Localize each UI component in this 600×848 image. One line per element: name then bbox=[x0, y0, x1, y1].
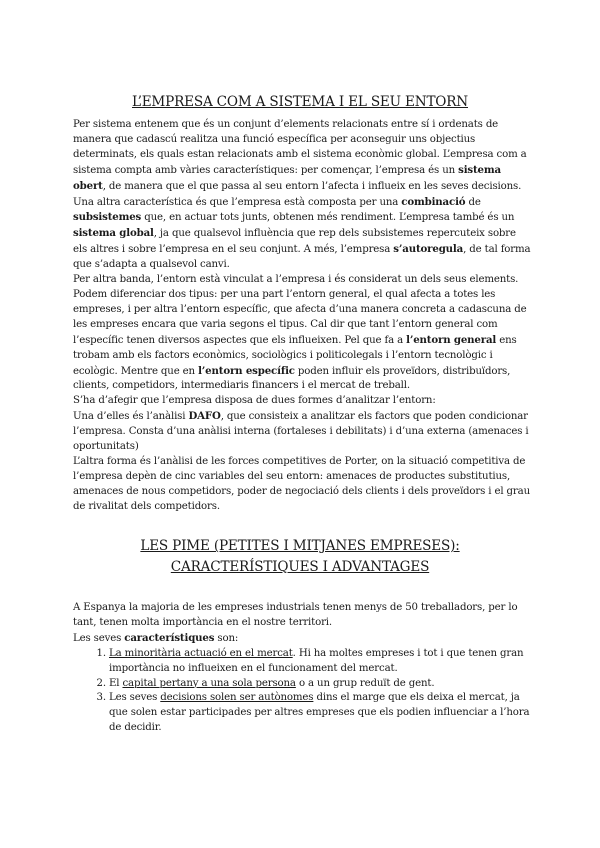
text-run: que, en actuar tots junts, obtenen més rendiment. L’empresa també és un bbox=[141, 212, 515, 224]
underlined-term: La minoritària actuació en el mercat bbox=[109, 647, 293, 659]
text-run: dins el marge que els deixa el mercat, ja que solen estar participades per altres empreses que els podien influenciar a l’hora de decidir. bbox=[109, 692, 530, 734]
text-run: Les seves bbox=[73, 632, 125, 644]
text-run: Les seves bbox=[109, 692, 161, 704]
text-run: Per sistema entenem que és un conjunt d’elements relacionats entre sí i ordenats de manera que cadascú realitza una funció específica per aconseguir uns objectius determinats, els quals estan relacionats amb el sistema econòmic global. L’empresa com a sistema compta amb vàries característiques: per començar, l’empresa és un bbox=[73, 119, 527, 176]
text-run: ens trobam amb els factors econòmics, sociològics i politicolegals i l’entorn tecnològic i ecològic. Mentre que en bbox=[73, 334, 517, 377]
bold-term: subsistemes bbox=[73, 211, 142, 224]
text-run: de bbox=[465, 196, 481, 208]
text-run: , de tal forma que s’adapta a qualsevol canvi. bbox=[73, 244, 531, 271]
heading-line: CARACTERÍSTIQUES I ADVANTAGES bbox=[170, 558, 430, 575]
paragraph-dafo bbox=[73, 409, 533, 455]
bold-term: sistema obert bbox=[73, 163, 501, 192]
text-run: . Hi ha moltes empreses i tot i que tenen gran importància no influeixen en el funcionament del mercat. bbox=[109, 647, 524, 674]
bold-term: l’entorn específic bbox=[198, 364, 295, 377]
text-run: , de manera que el que passa al seu entorn l’afecta i influeix en les seves decisions. Una altra característica és que l’empresa està composta per una bbox=[73, 180, 522, 208]
bold-term: s’autoregula bbox=[393, 243, 464, 256]
text-run: poden influir els proveïdors, distribuïdors, clients, competidors, intermediaris financers i el mercat de treball. bbox=[73, 365, 511, 392]
underlined-term: capital pertany a una sola persona bbox=[122, 677, 296, 689]
bold-term: sistema global bbox=[73, 227, 154, 240]
text-run: Una d’elles és l’anàlisi bbox=[73, 411, 189, 423]
list-item bbox=[109, 647, 533, 677]
list-item bbox=[109, 677, 533, 692]
paragraph-porter: L’altra forma és l’anàlisi de les forces competitives de Porter, on la situació competitiva de l’empresa depèn de cinc variables del seu entorn: amenaces de productes substitutius, amenaces de nous competidors, poder de negociació dels clients i dels proveïdors i el grau de rivalitat dels competidors. bbox=[73, 455, 530, 512]
features-list bbox=[73, 647, 533, 736]
text-run: Per altra banda, l’entorn està vinculat a l’empresa i és considerat un dels seus elements. Podem diferenciar dos tipus: per una part l’entorn general, el qual afecta a totes les empreses, i per altra l’entorn específic, que afecta d’una manera concreta a cadascuna de les empreses encara que varia segons el tipus. Cal dir que tant l’entorn general com l’específic tenen diversos aspectes que els influeixen. Pel que fa a bbox=[73, 274, 527, 346]
heading-line: LES PIME (PETITES I MITJANES EMPRESES): bbox=[140, 538, 460, 554]
section-pime bbox=[73, 601, 533, 736]
list-item bbox=[109, 691, 533, 736]
text-run: son: bbox=[214, 632, 239, 644]
paragraph-spain: A Espanya la majoria de les empreses industrials tenen menys de 50 treballadors, per lo tant, tenen molta importància en el nostre territori. bbox=[73, 602, 518, 628]
page-title: L’EMPRESA COM A SISTEMA I EL SEU ENTORN bbox=[132, 94, 468, 110]
text-run: , ja que qualsevol influència que rep dels subsistemes repercuteix sobre els altres i sobre l’empresa en el seu conjunt. A més, l’empresa bbox=[73, 228, 516, 256]
bold-term: l’entorn general bbox=[406, 333, 497, 346]
paragraph-system bbox=[73, 118, 533, 273]
paragraph-features-intro bbox=[73, 631, 533, 647]
bold-term: característiques bbox=[124, 631, 215, 644]
text-run: El bbox=[109, 677, 123, 689]
paragraph-environment bbox=[73, 273, 533, 394]
underlined-term: decisions solen ser autònomes bbox=[160, 692, 314, 704]
section-system-environment bbox=[73, 118, 533, 515]
bold-term: DAFO bbox=[188, 410, 221, 423]
text-run: , que consisteix a analitzar els factors que poden condicionar l’empresa. Consta d’una anàlisi interna (fortaleses i debilitats) i d’una externa (amenaces i oportunitats) bbox=[73, 411, 529, 453]
section-heading-pime bbox=[70, 536, 530, 577]
paragraph-analysis-intro: S’ha d’afegir que l’empresa disposa de dues formes d’analitzar l’entorn: bbox=[73, 395, 436, 407]
text-run: o a un grup reduït de gent. bbox=[295, 677, 435, 689]
bold-term: combinació bbox=[401, 195, 466, 208]
